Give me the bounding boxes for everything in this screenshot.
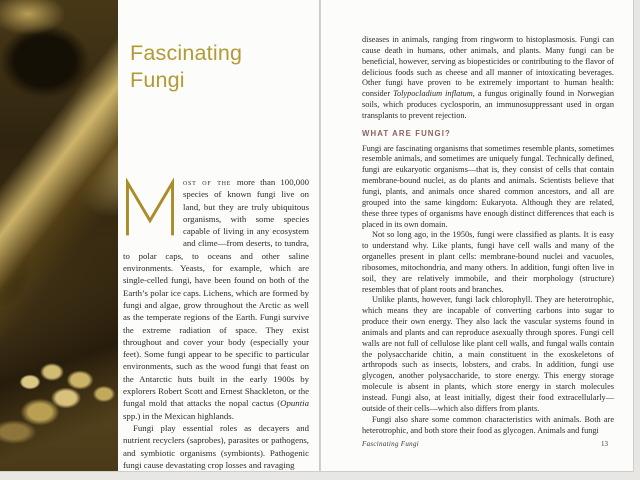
section-heading: WHAT ARE FUNGI? [362, 128, 451, 138]
left-page-body [123, 176, 309, 471]
right-paragraph-5: Fungi also share some common characteristics with animals. Both are heterotrophic, and both store their food as glycogen. Animals and fungi [362, 414, 614, 435]
page-footer [362, 440, 608, 448]
right-page [362, 0, 614, 471]
running-header: Fascinating Fungi [362, 440, 420, 448]
right-paragraph-3: Not so long ago, in the 1950s, fungi were classified as plants. It is easy to understand why. Like plants, fungi have cell walls and many of the organelles present in plant cells: membrane-bound nuclei and vacuoles, ribosomes, mitochondria, and many others. In addition, fungi often live in soil, they are relatively immobile, and their morphology (structure) resembles that of plant roots and branches. [362, 230, 614, 294]
left-page [123, 0, 311, 471]
dropcap-letter-m [124, 178, 176, 239]
opener-text: more than 100,000 species of known fungi live on land, but they are truly ubiquitous organisms, with some species capable of living in any ecosystem and clime—from deserts, to tundra, to polar caps, to oceans and other saline environments. Yeasts, for example, which are single-celled fungi, have been found on both of the Earth’s polar ice caps. Lichens, which are formed by fungi and algae, grow throughout the Arctic as well as the temperate regions of the Earth. Fungi survive the extreme radiation of space. They exist throughout and cover your body (especially your feet). Some fungi appear to be specific to particular environments, such as the wood fungi that feast on the Antarctic huts built in the early 1900s by explorers Robert Scott and Ernest Shackleton, or the fungal mold that attacks the nopal cactus (Opuntia spp.) in the Mexican highlands. [123, 177, 309, 421]
right-paragraph-4: Unlike plants, however, fungi lack chlorophyll. They are heterotrophic, which means they are incapable of converting carbons into sugar to produce their own energy. They also lack the vascular systems found in animals and plants and can reproduce asexually through spores. Fungi cell walls are not full of cellulose like plant cell walls, and fungal walls contain the polysaccharide chitin, a main constituent in the exoskeletons of arthropods such as insects, lobsters, and crabs. In addition, fungi use glycogen, another polysaccharide, to store energy. This energy storage molecule is absent in plants, which store energy in starch molecules instead. Fungi also, at least initially, digest their food extracellularly—outside of their cells—which also differs from plants. [362, 295, 614, 413]
right-paragraph-1: diseases in animals, ranging from ringworm to histoplasmosis. Fungi can cause death in humans, other animals, and plants. Many fungi can be beneficial, however, serving as biopesticides or contributing to the flavor of delicious foods such as cheese and all manner of intoxicating beverages. Other fungi have proven to be extremely important to human health: consider Tolypocladium inflatum, a fungus originally found in Norwegian soils, which produces cyclosporin, an immunosuppressant used in organ transplants to prevent rejection. [362, 35, 614, 120]
opening-paragraph [123, 176, 309, 422]
fungi-sem-photo [0, 0, 118, 471]
chapter-title-line1: Fascinating [130, 41, 243, 65]
chapter-title [130, 40, 242, 94]
chapter-title-line2: Fungi [130, 68, 185, 92]
page-number: 13 [601, 440, 608, 448]
opener-small-caps: ost of the [183, 177, 237, 187]
left-paragraph-2: Fungi play essential roles as decayers and nutrient recyclers (saprobes), parasites or pathogens, and symbiotic organisms (symbionts). Pathogenic fungi cause devastating crop losses and ravaging [123, 422, 309, 470]
page-gutter-divider [319, 0, 321, 471]
right-paragraph-2: Fungi are fascinating organisms that sometimes resemble plants, sometimes resemble animals, and sometimes are uniquely fungal. Technically defined, fungi are eukaryotic organisms—that is, they consist of cells that contain membrane-bound nuclei, as do plants and animals. Scientists believe that fungi, plants, and animals once shared common ancestors, and all are grouped into the same kingdom: Eukaryota. Although they are related, these three types of organisms have enough distinct differences that each is placed in its own domain. [362, 143, 614, 229]
right-page-body [362, 35, 614, 436]
